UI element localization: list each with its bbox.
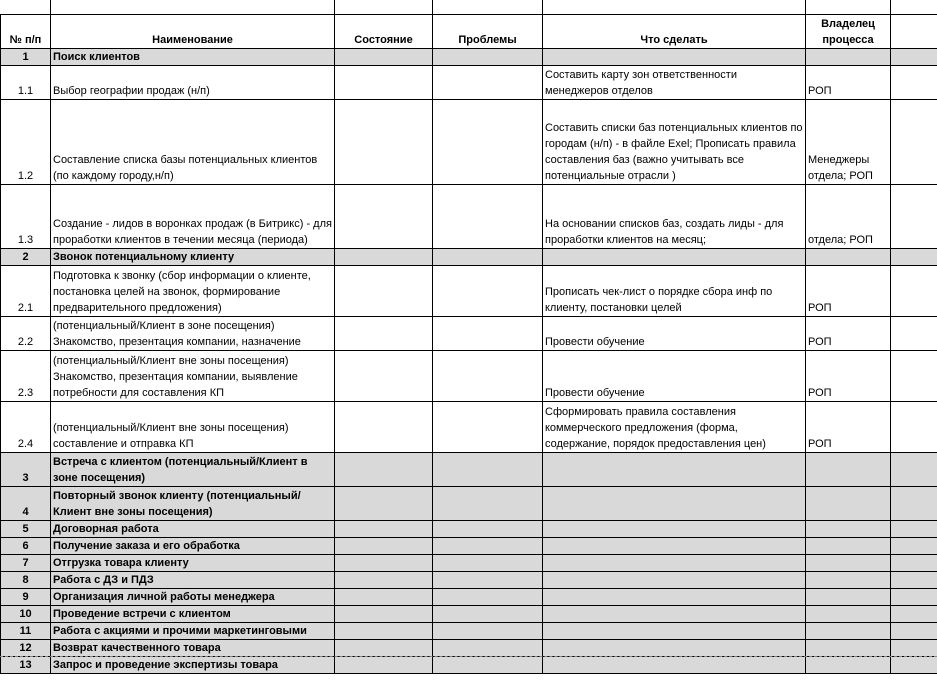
cell-num[interactable]: 11: [1, 623, 51, 640]
cell-num[interactable]: 10: [1, 606, 51, 623]
section-row: [1, 249, 937, 266]
cell-todo[interactable]: [543, 49, 806, 66]
cell-num[interactable]: 8: [1, 572, 51, 589]
cell-state[interactable]: [335, 351, 433, 402]
section-row: [1, 657, 937, 674]
cell-problems[interactable]: [433, 100, 543, 185]
cell-todo[interactable]: [543, 572, 806, 589]
cell-num[interactable]: 1.3: [1, 185, 51, 249]
cell-problems[interactable]: [433, 606, 543, 623]
cell-owner[interactable]: РОП: [806, 266, 891, 317]
cell-todo[interactable]: [543, 453, 806, 487]
cell-problems[interactable]: [433, 249, 543, 266]
cell-state[interactable]: [335, 317, 433, 351]
cell-state[interactable]: [335, 100, 433, 185]
section-row: [1, 606, 937, 623]
cell-name[interactable]: Работа с ДЗ и ПДЗ: [51, 572, 335, 589]
cell-problems[interactable]: [433, 317, 543, 351]
cell-extra[interactable]: [891, 521, 937, 538]
cell-extra[interactable]: [891, 317, 937, 351]
cell-state[interactable]: [335, 185, 433, 249]
cell-problems[interactable]: [433, 521, 543, 538]
cell-num[interactable]: 7: [1, 555, 51, 572]
cell-name[interactable]: Организация личной работы менеджера: [51, 589, 335, 606]
cell-num[interactable]: 13: [1, 657, 51, 674]
cell-name[interactable]: Возврат качественного товара: [51, 640, 335, 657]
cell-state[interactable]: [335, 589, 433, 606]
cell-state[interactable]: [335, 640, 433, 657]
cell-todo[interactable]: [543, 538, 806, 555]
cell-owner[interactable]: [806, 657, 891, 674]
cell-problems[interactable]: [433, 351, 543, 402]
section-row: [1, 521, 937, 538]
table-row: [1, 317, 937, 351]
cell-owner[interactable]: [806, 453, 891, 487]
cell-state[interactable]: [335, 487, 433, 521]
cell-state[interactable]: [335, 66, 433, 100]
cell-extra[interactable]: [891, 185, 937, 249]
cell-name[interactable]: Подготовка к звонку (сбор информации о клиенте, постановка целей на звонок, формирование предварительного предложения): [51, 266, 335, 317]
cell-num[interactable]: 5: [1, 521, 51, 538]
cell-problems[interactable]: [433, 623, 543, 640]
header-todo[interactable]: Что сделать: [543, 15, 806, 49]
cell-owner[interactable]: [806, 521, 891, 538]
cell-owner[interactable]: [806, 538, 891, 555]
cell-todo[interactable]: Прописать чек-лист о порядке сбора инф по клиенту, постановки целей: [543, 266, 806, 317]
cell-todo[interactable]: [543, 640, 806, 657]
cell-problems[interactable]: [433, 572, 543, 589]
cell-name[interactable]: (потенциальный/Клиент в зоне посещения) Знакомство, презентация компании, назначение: [51, 317, 335, 351]
cell-extra[interactable]: [891, 453, 937, 487]
cell-num[interactable]: 2.4: [1, 402, 51, 453]
cell-name[interactable]: (потенциальный/Клиент вне зоны посещения) Знакомство, презентация компании, выявление потребности для составления КП: [51, 351, 335, 402]
section-row: [1, 49, 937, 66]
cell-todo[interactable]: [543, 555, 806, 572]
table-row: [1, 402, 937, 453]
cell-owner[interactable]: РОП: [806, 402, 891, 453]
cell-owner[interactable]: [806, 589, 891, 606]
section-row: [1, 538, 937, 555]
cell-name[interactable]: Звонок потенциальному клиенту: [51, 249, 335, 266]
cell-todo[interactable]: [543, 521, 806, 538]
cell-state[interactable]: [335, 538, 433, 555]
cell-owner[interactable]: [806, 640, 891, 657]
section-row: [1, 453, 937, 487]
cell-state[interactable]: [335, 402, 433, 453]
section-row: [1, 555, 937, 572]
page-break-line: [0, 656, 937, 657]
cell-todo[interactable]: Составить карту зон ответственности менеджеров отделов: [543, 66, 806, 100]
cell-extra[interactable]: [891, 249, 937, 266]
cell-name[interactable]: Запрос и проведение экспертизы товара: [51, 657, 335, 674]
top-gridline-band: [0, 0, 937, 15]
cell-owner[interactable]: [806, 49, 891, 66]
cell-name[interactable]: Работа с акциями и прочими маркетинговыми: [51, 623, 335, 640]
cell-state[interactable]: [335, 606, 433, 623]
cell-state[interactable]: [335, 555, 433, 572]
cell-state[interactable]: [335, 49, 433, 66]
cell-owner[interactable]: РОП: [806, 66, 891, 100]
table-row: [1, 66, 937, 100]
cell-owner[interactable]: [806, 572, 891, 589]
cell-name[interactable]: Поиск клиентов: [51, 49, 335, 66]
cell-todo[interactable]: Провести обучение: [543, 317, 806, 351]
section-row: [1, 640, 937, 657]
header-name[interactable]: Наименование: [51, 15, 335, 49]
cell-problems[interactable]: [433, 657, 543, 674]
table-row: [1, 351, 937, 402]
cell-problems[interactable]: [433, 402, 543, 453]
cell-state[interactable]: [335, 266, 433, 317]
cell-num[interactable]: 1.1: [1, 66, 51, 100]
cell-name[interactable]: Проведение встречи с клиентом: [51, 606, 335, 623]
cell-extra[interactable]: [891, 657, 937, 674]
cell-extra[interactable]: [891, 100, 937, 185]
cell-todo[interactable]: Сформировать правила составления коммерческого предложения (форма, содержание, порядок предоставления цен): [543, 402, 806, 453]
cell-todo[interactable]: [543, 589, 806, 606]
cell-extra[interactable]: [891, 402, 937, 453]
cell-name[interactable]: Получение заказа и его обработка: [51, 538, 335, 555]
cell-owner[interactable]: [806, 555, 891, 572]
cell-owner[interactable]: [806, 249, 891, 266]
cell-state[interactable]: [335, 521, 433, 538]
cell-problems[interactable]: [433, 589, 543, 606]
cell-problems[interactable]: [433, 266, 543, 317]
table-row: [1, 100, 937, 185]
cell-problems[interactable]: [433, 487, 543, 521]
cell-todo[interactable]: На основании списков баз, создать лиды - для проработки клиентов на месяц;: [543, 185, 806, 249]
cell-num[interactable]: 6: [1, 538, 51, 555]
section-row: [1, 572, 937, 589]
cell-todo[interactable]: [543, 657, 806, 674]
cell-name[interactable]: Составление списка базы потенциальных клиентов (по каждому городу,н/п): [51, 100, 335, 185]
cell-name[interactable]: Встреча с клиентом (потенциальный/Клиент в зоне посещения): [51, 453, 335, 487]
cell-name[interactable]: (потенциальный/Клиент вне зоны посещения) составление и отправка КП: [51, 402, 335, 453]
header-num[interactable]: № п/п: [1, 15, 51, 49]
cell-num[interactable]: 2.1: [1, 266, 51, 317]
cell-num[interactable]: 2.2: [1, 317, 51, 351]
cell-name[interactable]: Договорная работа: [51, 521, 335, 538]
cell-num[interactable]: 1.2: [1, 100, 51, 185]
cell-extra[interactable]: [891, 555, 937, 572]
cell-problems[interactable]: [433, 49, 543, 66]
cell-name[interactable]: Отгрузка товара клиенту: [51, 555, 335, 572]
cell-state[interactable]: [335, 572, 433, 589]
cell-num[interactable]: 9: [1, 589, 51, 606]
cell-todo[interactable]: [543, 623, 806, 640]
cell-extra[interactable]: [891, 606, 937, 623]
cell-problems[interactable]: [433, 66, 543, 100]
cell-problems[interactable]: [433, 555, 543, 572]
cell-state[interactable]: [335, 623, 433, 640]
table-row: [1, 266, 937, 317]
header-state[interactable]: Состояние: [335, 15, 433, 49]
table-row: [1, 185, 937, 249]
cell-extra[interactable]: [891, 623, 937, 640]
cell-state[interactable]: [335, 249, 433, 266]
cell-problems[interactable]: [433, 538, 543, 555]
cell-name[interactable]: Повторный звонок клиенту (потенциальный/Клиент вне зоны посещения): [51, 487, 335, 521]
cell-extra[interactable]: [891, 351, 937, 402]
cell-todo[interactable]: [543, 249, 806, 266]
cell-extra[interactable]: [891, 589, 937, 606]
cell-problems[interactable]: [433, 185, 543, 249]
cell-num[interactable]: 4: [1, 487, 51, 521]
cell-name[interactable]: Выбор географии продаж (н/п): [51, 66, 335, 100]
cell-extra[interactable]: [891, 66, 937, 100]
cell-todo[interactable]: [543, 487, 806, 521]
cell-num[interactable]: 3: [1, 453, 51, 487]
cell-extra[interactable]: [891, 487, 937, 521]
cell-state[interactable]: [335, 453, 433, 487]
cell-todo[interactable]: Составить списки баз потенциальных клиентов по городам (н/п) - в файле Exel; Прописать правила составления баз (важно учитывать все потенциальные отрасли ): [543, 100, 806, 185]
cell-extra[interactable]: [891, 538, 937, 555]
cell-owner[interactable]: РОП: [806, 351, 891, 402]
cell-extra[interactable]: [891, 640, 937, 657]
cell-extra[interactable]: [891, 572, 937, 589]
cell-name[interactable]: Создание - лидов в воронках продаж (в Битрикс) - для проработки клиентов в течении месяца (периода): [51, 185, 335, 249]
section-row: [1, 589, 937, 606]
section-row: [1, 487, 937, 521]
cell-owner[interactable]: РОП: [806, 317, 891, 351]
cell-owner[interactable]: [806, 623, 891, 640]
header-owner[interactable]: Владелец процесса: [806, 15, 891, 49]
cell-extra[interactable]: [891, 266, 937, 317]
section-row: [1, 623, 937, 640]
cell-problems[interactable]: [433, 640, 543, 657]
cell-num[interactable]: 1: [1, 49, 51, 66]
cell-todo[interactable]: Провести обучение: [543, 351, 806, 402]
header-row: [1, 15, 937, 49]
cell-state[interactable]: [335, 657, 433, 674]
cell-owner[interactable]: отдела; РОП: [806, 185, 891, 249]
header-problems[interactable]: Проблемы: [433, 15, 543, 49]
cell-extra[interactable]: [891, 49, 937, 66]
cell-owner[interactable]: [806, 487, 891, 521]
cell-problems[interactable]: [433, 453, 543, 487]
cell-num[interactable]: 2: [1, 249, 51, 266]
cell-owner[interactable]: Менеджеры отдела; РОП: [806, 100, 891, 185]
spreadsheet-table: [0, 14, 937, 674]
cell-todo[interactable]: [543, 606, 806, 623]
header-extra[interactable]: [891, 15, 937, 49]
cell-num[interactable]: 2.3: [1, 351, 51, 402]
cell-num[interactable]: 12: [1, 640, 51, 657]
cell-owner[interactable]: [806, 606, 891, 623]
